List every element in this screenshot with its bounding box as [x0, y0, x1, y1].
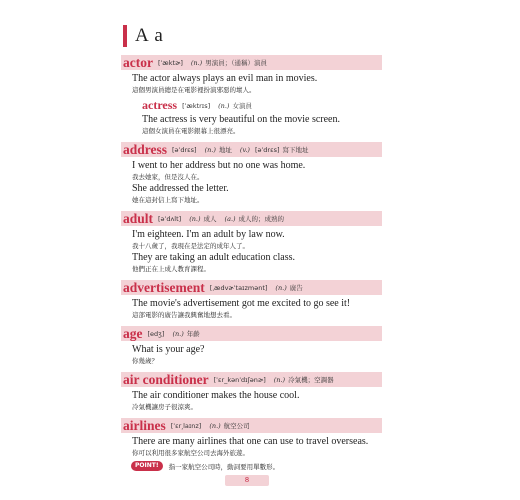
entry-advertisement: [121, 280, 382, 320]
example-en: The movie's advertisement got me excited to go see it!: [132, 298, 351, 309]
examples: [142, 114, 382, 136]
example-en: She addressed the letter.: [132, 183, 229, 194]
phonetic: [ˈæktɚ]: [157, 58, 183, 67]
entry-adult: [121, 211, 382, 274]
definition-2: 成人的；成熟的: [238, 215, 285, 223]
example-en: The actress is very beautiful on the movie screen.: [142, 114, 340, 125]
example-zh: 你可以利用很多家航空公司去海外旅遊。: [132, 449, 249, 457]
headword: address: [123, 142, 168, 157]
entry-airlines: [121, 418, 382, 471]
part-of-speech: (n.): [172, 329, 184, 338]
part-of-speech-2: (v.): [239, 145, 250, 154]
example-zh: 這個男演員總是在電影裡扮演邪惡的壞人。: [132, 86, 256, 94]
example-en: I went to her address but no one was home.: [132, 160, 306, 171]
definition: 男演員；（通稱）演員: [205, 59, 267, 67]
part-of-speech: (n.): [204, 145, 216, 154]
headword: airlines: [123, 418, 166, 433]
examples: [121, 344, 382, 366]
entry-header: [121, 372, 382, 387]
headword: advertisement: [123, 280, 205, 295]
example-en: The air conditioner makes the house cool.: [132, 390, 300, 401]
examples: [121, 160, 382, 205]
phonetic-2: [əˈdrɛs]: [254, 145, 280, 154]
entry-age: [121, 326, 382, 366]
phonetic: [edʒ]: [147, 329, 165, 338]
definition: 地址: [218, 146, 232, 154]
section-bar: [123, 25, 127, 47]
phonetic: [ˈæktrɪs]: [182, 101, 211, 110]
entry-header: [121, 211, 382, 226]
section-header: [123, 24, 164, 48]
example-en: The actor always plays an evil man in movies.: [132, 73, 318, 84]
part-of-speech: (n.): [218, 101, 230, 110]
phonetic: [ˈɛr_kənˈdɪʃənɚ]: [213, 375, 266, 384]
entry-actor: [121, 55, 382, 136]
usage-note: [121, 461, 382, 471]
page-number: 8: [225, 475, 269, 486]
sub-entry-actress: [121, 99, 382, 136]
examples: [121, 229, 382, 274]
example-zh: 她在這封信上寫下地址。: [132, 196, 204, 204]
part-of-speech-2: (a.): [224, 214, 236, 223]
headword: actress: [142, 98, 178, 112]
example-zh: 這個女演員在電影銀幕上很漂亮。: [142, 127, 240, 135]
example-zh: 我十八歲了，我現在是法定的成年人了。: [132, 242, 249, 250]
part-of-speech: (n.): [275, 283, 287, 292]
definition: 年齡: [186, 330, 200, 338]
entry-header: [121, 142, 382, 157]
entry-address: [121, 142, 382, 205]
definition: 成人: [203, 215, 217, 223]
definition: 女演員: [232, 102, 252, 110]
phonetic: [əˈdʌlt]: [158, 214, 182, 223]
point-badge: POINT!: [131, 461, 163, 471]
headword: age: [123, 326, 143, 341]
entry-header: [121, 55, 382, 70]
part-of-speech: (n.): [209, 421, 221, 430]
part-of-speech: (n.): [190, 58, 203, 67]
example-en: What is your age?: [132, 344, 205, 355]
sub-entry-header: [142, 99, 382, 112]
entries-list: [121, 55, 382, 477]
definition: 廣告: [289, 284, 303, 292]
phonetic: [ˈɛr͵laɪnz]: [170, 421, 202, 430]
example-en: There are many airlines that one can use to travel overseas.: [132, 436, 369, 447]
entry-air-conditioner: [121, 372, 382, 412]
section-letters: A a: [135, 25, 164, 46]
example-zh: 他們正在上成人教育課程。: [132, 265, 210, 273]
examples: [121, 436, 382, 458]
entry-header: [121, 418, 382, 433]
headword: actor: [123, 55, 153, 70]
point-text: 指一家航空公司時，動詞要用單數形。: [168, 462, 280, 471]
part-of-speech: (n.): [273, 375, 286, 384]
entry-header: [121, 280, 382, 295]
example-en: They are taking an adult education class.: [132, 252, 295, 263]
part-of-speech: (n.): [189, 214, 201, 223]
example-zh: 冷氣機讓房子很涼爽。: [132, 403, 197, 411]
headword: adult: [123, 211, 154, 226]
phonetic: [əˈdrɛs]: [172, 145, 197, 154]
headword: air conditioner: [123, 372, 209, 387]
example-en: I'm eighteen. I'm an adult by law now.: [132, 229, 285, 240]
example-zh: 我去她家，但是沒人在。: [132, 173, 204, 181]
example-zh: 你幾歲？: [132, 357, 158, 365]
examples: [121, 73, 382, 95]
phonetic: [ˌædvɚˈtaɪzmənt]: [209, 283, 268, 292]
examples: [121, 298, 382, 320]
definition-2: 寫下地址: [282, 146, 309, 154]
entry-header: [121, 326, 382, 341]
definition: 航空公司: [223, 422, 250, 430]
definition: 冷氣機；空調器: [288, 376, 334, 384]
example-zh: 這部電影的廣告讓我興奮地想去看。: [132, 311, 236, 319]
examples: [121, 390, 382, 412]
